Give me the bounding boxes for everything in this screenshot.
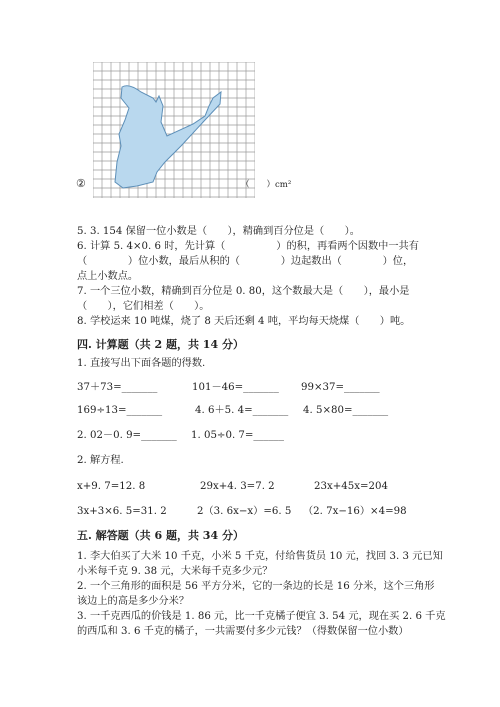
section-4-q2: 2. 解方程.	[77, 455, 124, 466]
question-8: 8. 学校运来 10 吨煤，烧了 8 天后还剩 4 吨，平均每天烧煤（ ）吨。	[77, 316, 411, 327]
section-4-title: 四. 计算题（共 2 题，共 14 分）	[77, 338, 244, 351]
calc-3: 99×37=_______	[301, 382, 380, 393]
calc-2: 101－46=_______	[192, 382, 279, 393]
section-5-title: 五. 解答题（共 6 题，共 34 分）	[77, 529, 244, 542]
problem-3-line-2: 的西瓜和 3. 6 千克的橘子，一共需要付多少元钱？（得数保留一位小数）	[77, 626, 409, 637]
problem-3-line-1: 3. 一千克西瓜的价钱是 1. 86 元，比一千克橘子便宜 3. 54 元，现在买 2. 6 千克	[77, 611, 446, 622]
question-7-line-1: 7. 一个三位小数，精确到百分位是 0. 80，这个数最大是（ ），最小是	[77, 286, 410, 297]
problem-2-line-2: 该边上的高是多少分米？	[77, 596, 190, 607]
equation-4: 3x+3×6. 5=31. 2	[77, 506, 167, 517]
problem-1-line-2: 小米每千克 9. 38 元，大米每千克多少元？	[77, 566, 273, 577]
equation-2: 29x+4. 3=7. 2	[200, 481, 275, 492]
section-4-q1: 1. 直接写出下面各题的得数.	[77, 358, 206, 369]
calc-7: 2. 02－0. 9=_______	[77, 430, 177, 441]
figure-index-label: ②	[76, 177, 86, 190]
problem-2-line-1: 2. 一个三角形的面积是 56 平方分米，它的一条边的长是 16 分米，这个三角形	[77, 581, 435, 592]
calc-4: 169÷13=_______	[77, 405, 163, 416]
equation-5: 2（3. 6x−x）=6. 5	[197, 506, 292, 517]
calc-5: 4. 6＋5. 4=_______	[195, 405, 289, 416]
area-answer-blank: （ ）cm²	[241, 180, 292, 190]
equation-6: （2. 7x−16）×4=98	[303, 506, 407, 517]
calc-8: 1. 05÷0. 7=______	[191, 430, 284, 441]
question-6-line-2: （ ）位小数，最后从积的（ ）边起数出（ ）位，	[77, 256, 414, 267]
problem-1-line-1: 1. 李大伯买了大米 10 千克，小米 5 千克，付给售货员 10 元，找回 3. 3 元已知	[77, 551, 443, 562]
equation-1: x+9. 7=12. 8	[77, 481, 146, 492]
grid-figure	[93, 62, 255, 198]
calc-1: 37＋73=_______	[77, 382, 158, 393]
question-7-line-2: （ ），它们相差（ ）。	[77, 301, 210, 312]
calc-6: 4. 5×80=_______	[303, 405, 389, 416]
question-5: 5. 3. 154 保留一位小数是（ ），精确到百分位是（ ）。	[77, 226, 360, 237]
irregular-shape	[115, 86, 221, 188]
question-6-line-1: 6. 计算 5. 4×0. 6 时，先计算（ ）的积，再看两个因数中一共有	[77, 241, 419, 252]
equation-3: 23x+45x=204	[314, 481, 388, 492]
question-6-line-3: 点上小数点。	[77, 271, 139, 282]
